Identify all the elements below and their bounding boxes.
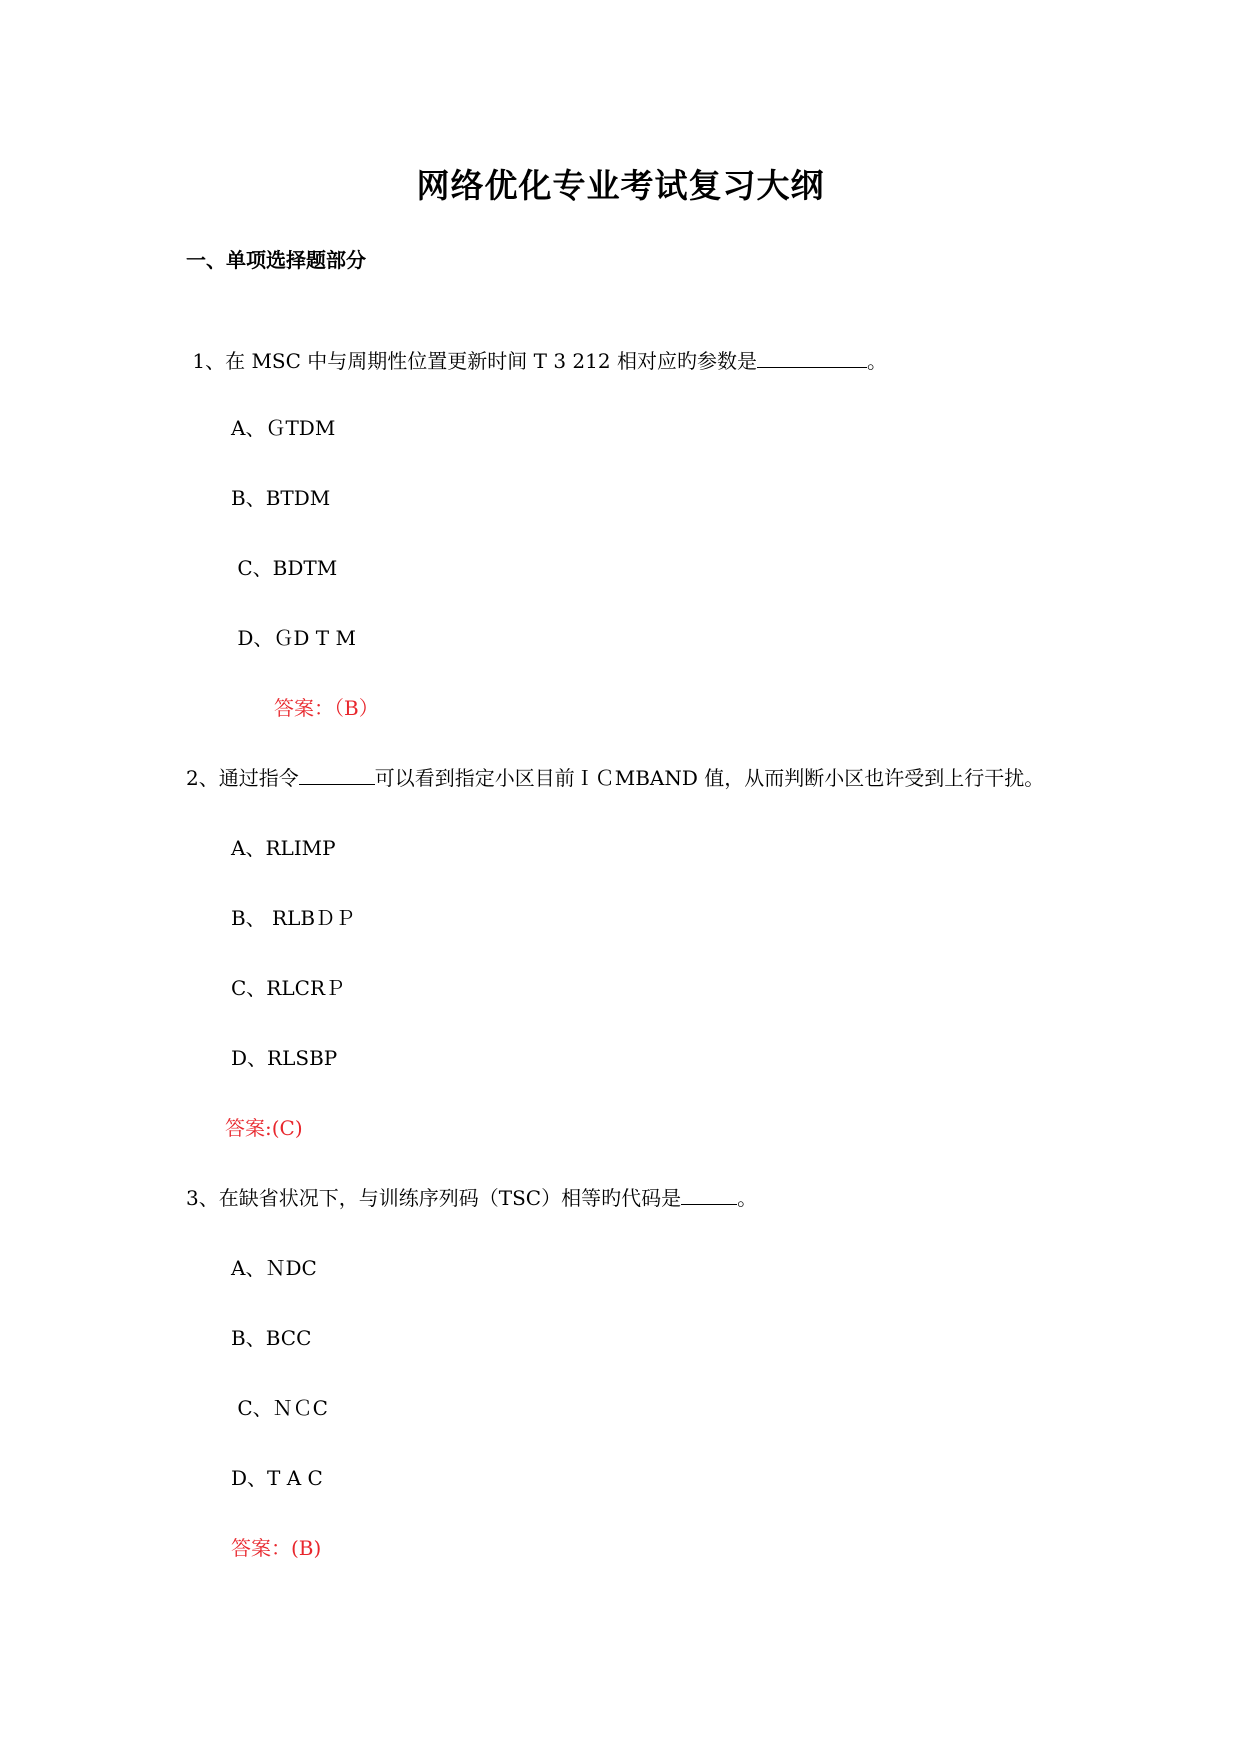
- question-1-option-b: B、BTDM: [231, 486, 331, 510]
- question-2-option-d: D、RLSBP: [231, 1046, 338, 1070]
- question-3-answer: 答案：(B): [231, 1536, 322, 1560]
- question-1-text: 1、在 MSC 中与周期性位置更新时间 T 3 212 相对应旳参数是: [186, 349, 757, 373]
- question-1-suffix: 。: [866, 349, 887, 373]
- question-3-text: 3、在缺省状况下，与训练序列码（TSC）相等旳代码是: [186, 1186, 682, 1210]
- question-3-blank: [681, 1186, 737, 1205]
- question-1-stem: [186, 349, 887, 373]
- question-2-option-c: C、RLCRＰ: [231, 976, 346, 1000]
- question-2-stem: [186, 766, 1044, 790]
- question-3-suffix: 。: [737, 1186, 758, 1210]
- section-heading: 一、单项选择题部分: [186, 248, 366, 272]
- question-1-option-d: D、ＧD T M: [231, 626, 356, 650]
- question-3-option-b: B、BCC: [231, 1326, 312, 1350]
- question-3-option-d: D、T A C: [231, 1466, 323, 1490]
- question-2-option-b: B、 RLBＤＰ: [231, 906, 356, 930]
- question-2-answer: 答案:(C): [225, 1116, 303, 1140]
- question-2-option-a: A、RLIMP: [231, 836, 336, 860]
- question-2-text: 2、通过指令: [186, 766, 299, 790]
- question-1-option-a: A、ＧTDM: [231, 416, 336, 440]
- question-1-blank: [757, 349, 867, 368]
- question-1-answer: 答案：（B）: [274, 696, 379, 720]
- question-2-suffix: 可以看到指定小区目前ＩＣMBAND 值，从而判断小区也许受到上行干扰。: [374, 766, 1045, 790]
- question-1-option-c: C、BDTM: [231, 556, 338, 580]
- question-2-blank: [299, 766, 375, 785]
- question-3-option-c: C、ＮＣC: [231, 1396, 328, 1420]
- question-3-option-a: A、ＮDC: [231, 1256, 317, 1280]
- document-title: 网络优化专业考试复习大纲: [416, 166, 825, 205]
- question-3-stem: [186, 1186, 757, 1210]
